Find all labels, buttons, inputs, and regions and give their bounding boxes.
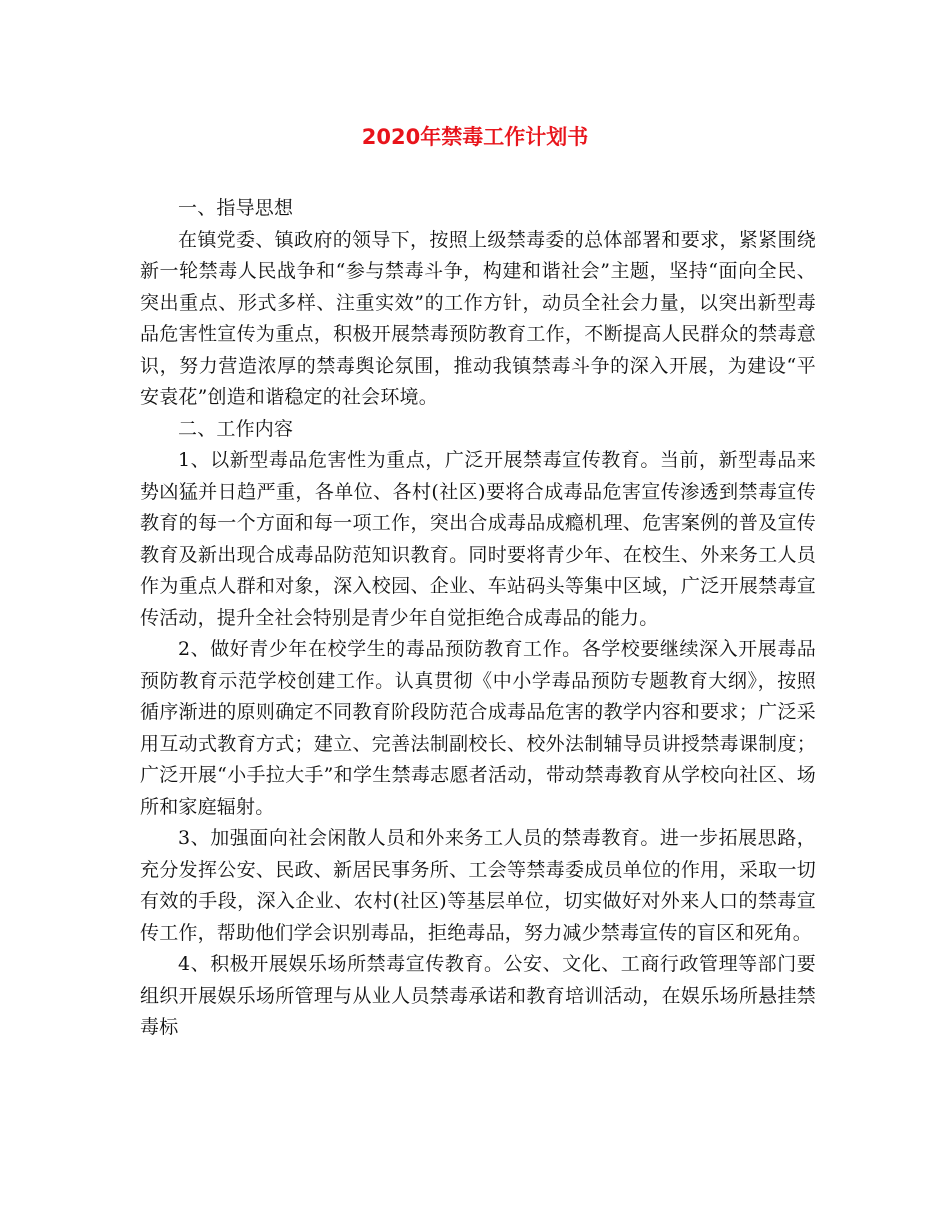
paragraph-item-1: 1、以新型毒品危害性为重点，广泛开展禁毒宣传教育。当前，新型毒品来势凶猛并日趋严重，各单位、各村(社区)要将合成毒品危害宣传渗透到禁毒宣传教育的每一个方面和每一项工作，突出合成毒品成瘾机理、危害案例的普及宣传教育及新出现合成毒品防范知识教育。同时要将青少年、在校生、外来务工人员作为重点人群和对象，深入校园、企业、车站码头等集中区域，广泛开展禁毒宣传活动，提升全社会特别是青少年自觉拒绝合成毒品的能力。: [140, 449, 816, 629]
section-heading-guiding-ideology: 一、指导思想: [178, 197, 294, 219]
document-title: 2020年禁毒工作计划书: [361, 125, 589, 149]
paragraph-item-2: 2、做好青少年在校学生的毒品预防教育工作。各学校要继续深入开展毒品预防教育示范学校创建工作。认真贯彻《中小学毒品预防专题教育大纲》，按照循序渐进的原则确定不同教育阶段防范合成毒品危害的教学内容和要求；广泛采用互动式教育方式；建立、完善法制副校长、校外法制辅导员讲授禁毒课制度；广泛开展“小手拉大手”和学生禁毒志愿者活动，带动禁毒教育从学校向社区、场所和家庭辐射。: [140, 638, 816, 818]
document-body: [140, 193, 816, 1044]
paragraph-item-4: 4、积极开展娱乐场所禁毒宣传教育。公安、文化、工商行政管理等部门要组织开展娱乐场所管理与从业人员禁毒承诺和教育培训活动，在娱乐场所悬挂禁毒标: [140, 953, 816, 1038]
paragraph-guiding-ideology: 在镇党委、镇政府的领导下，按照上级禁毒委的总体部署和要求，紧紧围绕新一轮禁毒人民战争和“参与禁毒斗争，构建和谐社会”主题，坚持“面向全民、突出重点、形式多样、注重实效”的工作方针，动员全社会力量，以突出新型毒品危害性宣传为重点，积极开展禁毒预防教育工作，不断提高人民群众的禁毒意识，努力营造浓厚的禁毒舆论氛围，推动我镇禁毒斗争的深入开展，为建设“平安袁花”创造和谐稳定的社会环境。: [140, 228, 816, 408]
section-heading-work-content: 二、工作内容: [178, 417, 294, 440]
paragraph-item-3: 3、加强面向社会闲散人员和外来务工人员的禁毒教育。进一步拓展思路，充分发挥公安、民政、新居民事务所、工会等禁毒委成员单位的作用，采取一切有效的手段，深入企业、农村(社区)等基层单位，切实做好对外来人口的禁毒宣传工作，帮助他们学会识别毒品，拒绝毒品，努力减少禁毒宣传的盲区和死角。: [140, 827, 816, 944]
